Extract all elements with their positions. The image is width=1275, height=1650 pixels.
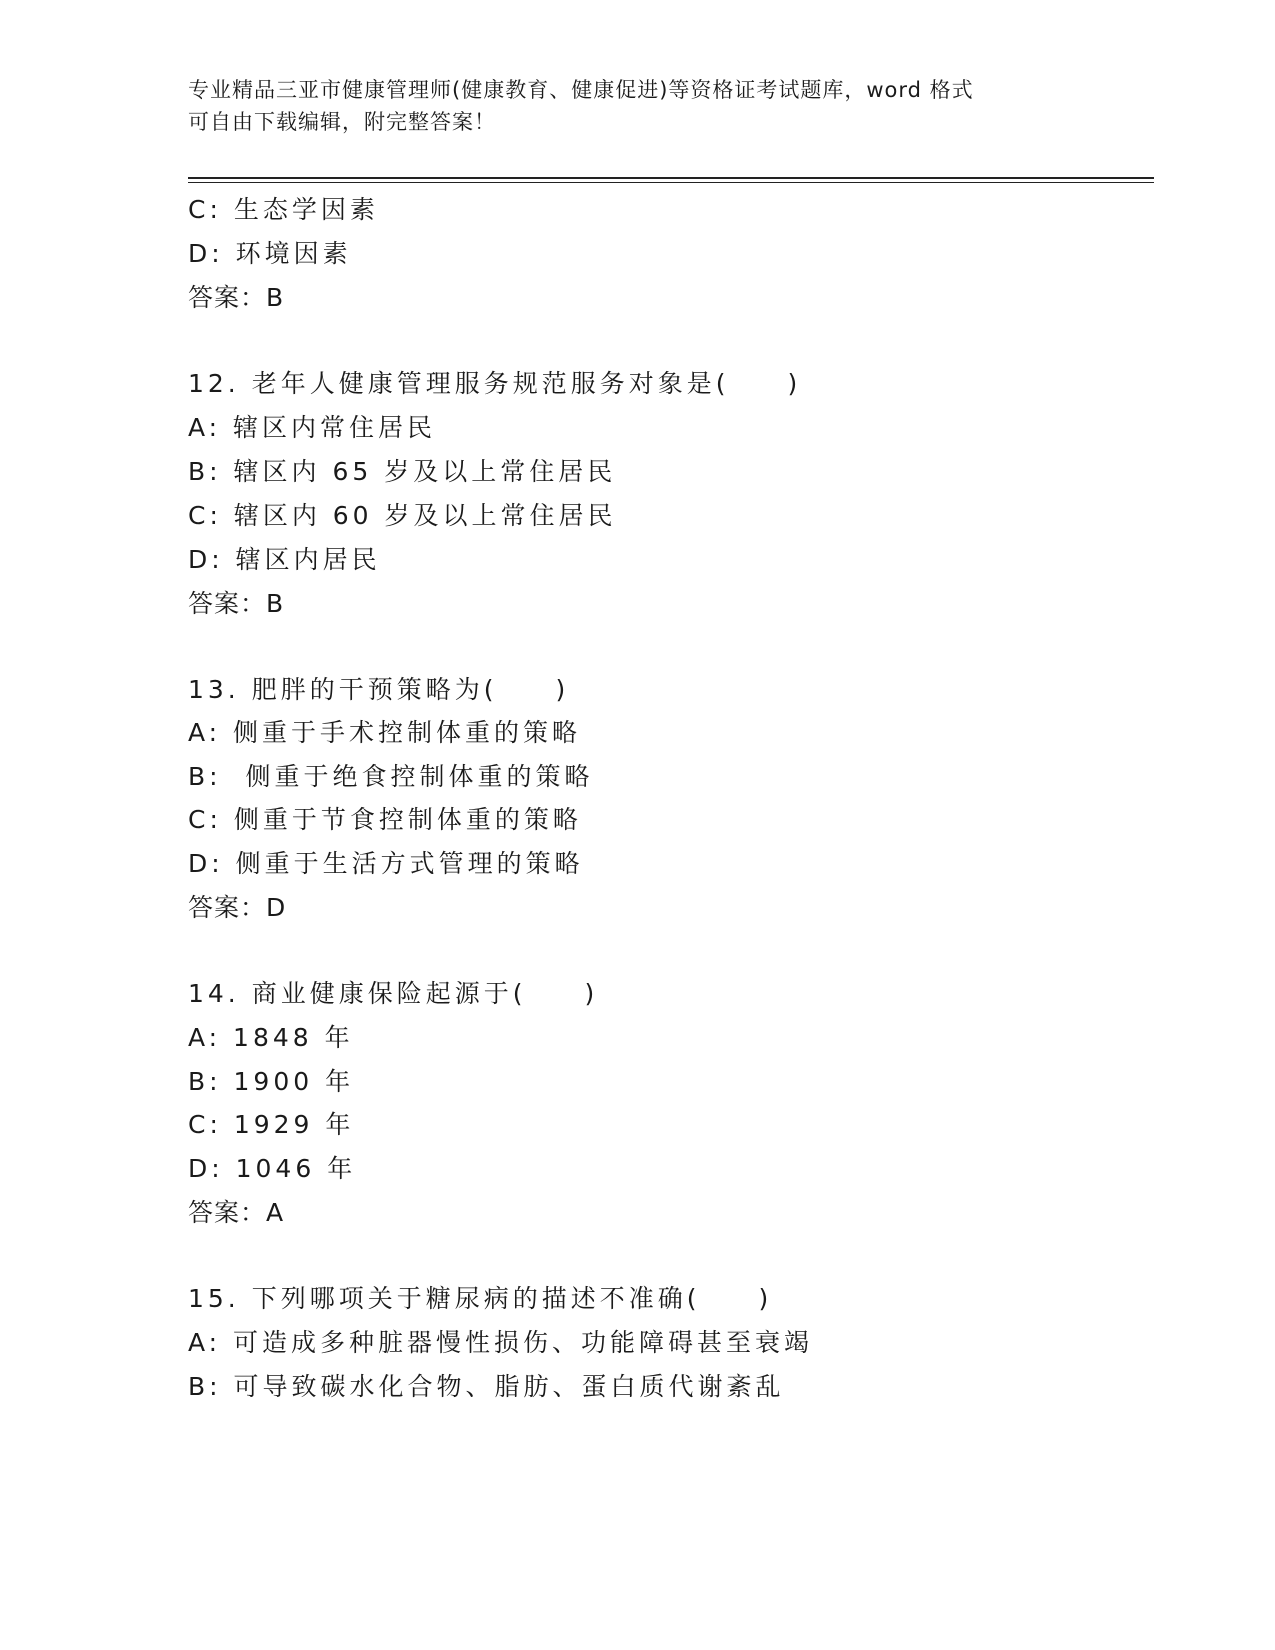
question-14-answer: 答案：A [188, 1198, 285, 1227]
prev-option-c: C: 生态学因素 [188, 195, 379, 224]
question-14-option-d: D: 1046 年 [188, 1154, 357, 1183]
question-12-stem: 12. 老年人健康管理服务规范服务对象是( ) [188, 369, 802, 398]
question-14-option-c: C: 1929 年 [188, 1110, 355, 1139]
question-15-option-b: B: 可导致碳水化合物、脂肪、蛋白质代谢紊乱 [188, 1372, 785, 1401]
question-12-option-b: B: 辖区内 65 岁及以上常住居民 [188, 457, 617, 486]
prev-option-d: D: 环境因素 [188, 239, 352, 268]
prev-answer: 答案：B [188, 283, 285, 312]
header-rule-thick [188, 177, 1154, 179]
question-13-answer: 答案：D [188, 893, 287, 922]
question-13-option-c: C: 侧重于节食控制体重的策略 [188, 805, 582, 834]
question-15-stem: 15. 下列哪项关于糖尿病的描述不准确( ) [188, 1284, 773, 1313]
question-12-answer: 答案：B [188, 589, 285, 618]
question-13-option-d: D: 侧重于生活方式管理的策略 [188, 849, 584, 878]
question-15-option-a: A: 可造成多种脏器慢性损伤、功能障碍甚至衰竭 [188, 1328, 814, 1357]
question-13-option-a: A: 侧重于手术控制体重的策略 [188, 718, 582, 747]
page-header [188, 74, 1088, 138]
question-13-option-b: B: 侧重于绝食控制体重的策略 [188, 762, 594, 791]
question-14-stem: 14. 商业健康保险起源于( ) [188, 979, 599, 1008]
question-12-option-a: A: 辖区内常住居民 [188, 413, 437, 442]
header-line-2: 可自由下载编辑，附完整答案！ [188, 110, 496, 134]
question-12-option-c: C: 辖区内 60 岁及以上常住居民 [188, 501, 617, 530]
header-rule-thin [188, 182, 1154, 183]
question-12-option-d: D: 辖区内居民 [188, 545, 381, 574]
header-line-1: 专业精品三亚市健康管理师(健康教育、健康促进)等资格证考试题库，word 格式 [188, 78, 974, 102]
question-14-option-b: B: 1900 年 [188, 1067, 355, 1096]
question-14-option-a: A: 1848 年 [188, 1023, 354, 1052]
question-13-stem: 13. 肥胖的干预策略为( ) [188, 675, 570, 704]
